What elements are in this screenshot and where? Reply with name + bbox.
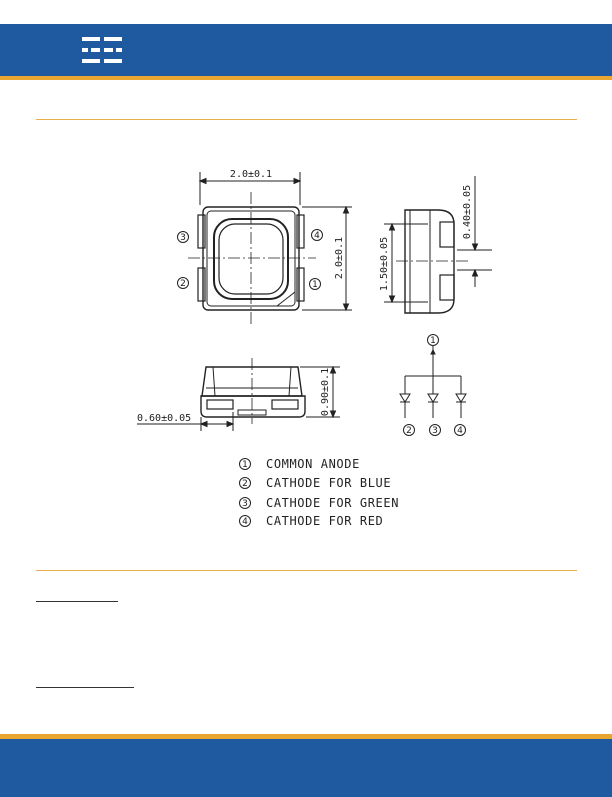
dim-thickness-label: 0.90±0.1	[320, 367, 331, 417]
dim-side-top-label: 0.40±0.05	[462, 184, 473, 240]
legend-num: 4	[242, 517, 248, 527]
legend-text: CATHODE FOR GREEN	[266, 496, 400, 510]
circuit-schematic	[400, 335, 466, 436]
schematic-pin-3: 3	[432, 426, 438, 436]
pin-label-1: 1	[312, 280, 318, 290]
footer-band	[0, 734, 612, 797]
pin-label-4: 4	[314, 231, 320, 241]
schematic-pin-2: 2	[406, 426, 412, 436]
pin-label-3: 3	[180, 233, 186, 243]
section-heading-underline	[36, 687, 134, 688]
legend-text: CATHODE FOR BLUE	[266, 476, 392, 490]
middle-divider	[36, 570, 577, 571]
section-heading-underline	[36, 601, 118, 602]
legend-num: 3	[242, 499, 248, 509]
schematic-pin-4: 4	[457, 426, 463, 436]
legend-text: COMMON ANODE	[266, 457, 360, 471]
side-view	[384, 176, 492, 313]
dim-width-label: 2.0±0.1	[229, 169, 273, 180]
schematic-pin-1: 1	[430, 336, 436, 346]
legend-text: CATHODE FOR RED	[266, 514, 384, 528]
dim-pad-label: 0.60±0.05	[137, 413, 192, 424]
pin-label-2: 2	[180, 279, 186, 289]
pin-legend	[242, 457, 399, 528]
dim-side-height-label: 1.50±0.05	[379, 236, 390, 292]
legend-num: 2	[242, 479, 248, 489]
dim-height-label: 2.0±0.1	[334, 236, 345, 280]
top-view	[178, 172, 353, 326]
legend-num: 1	[242, 460, 248, 470]
